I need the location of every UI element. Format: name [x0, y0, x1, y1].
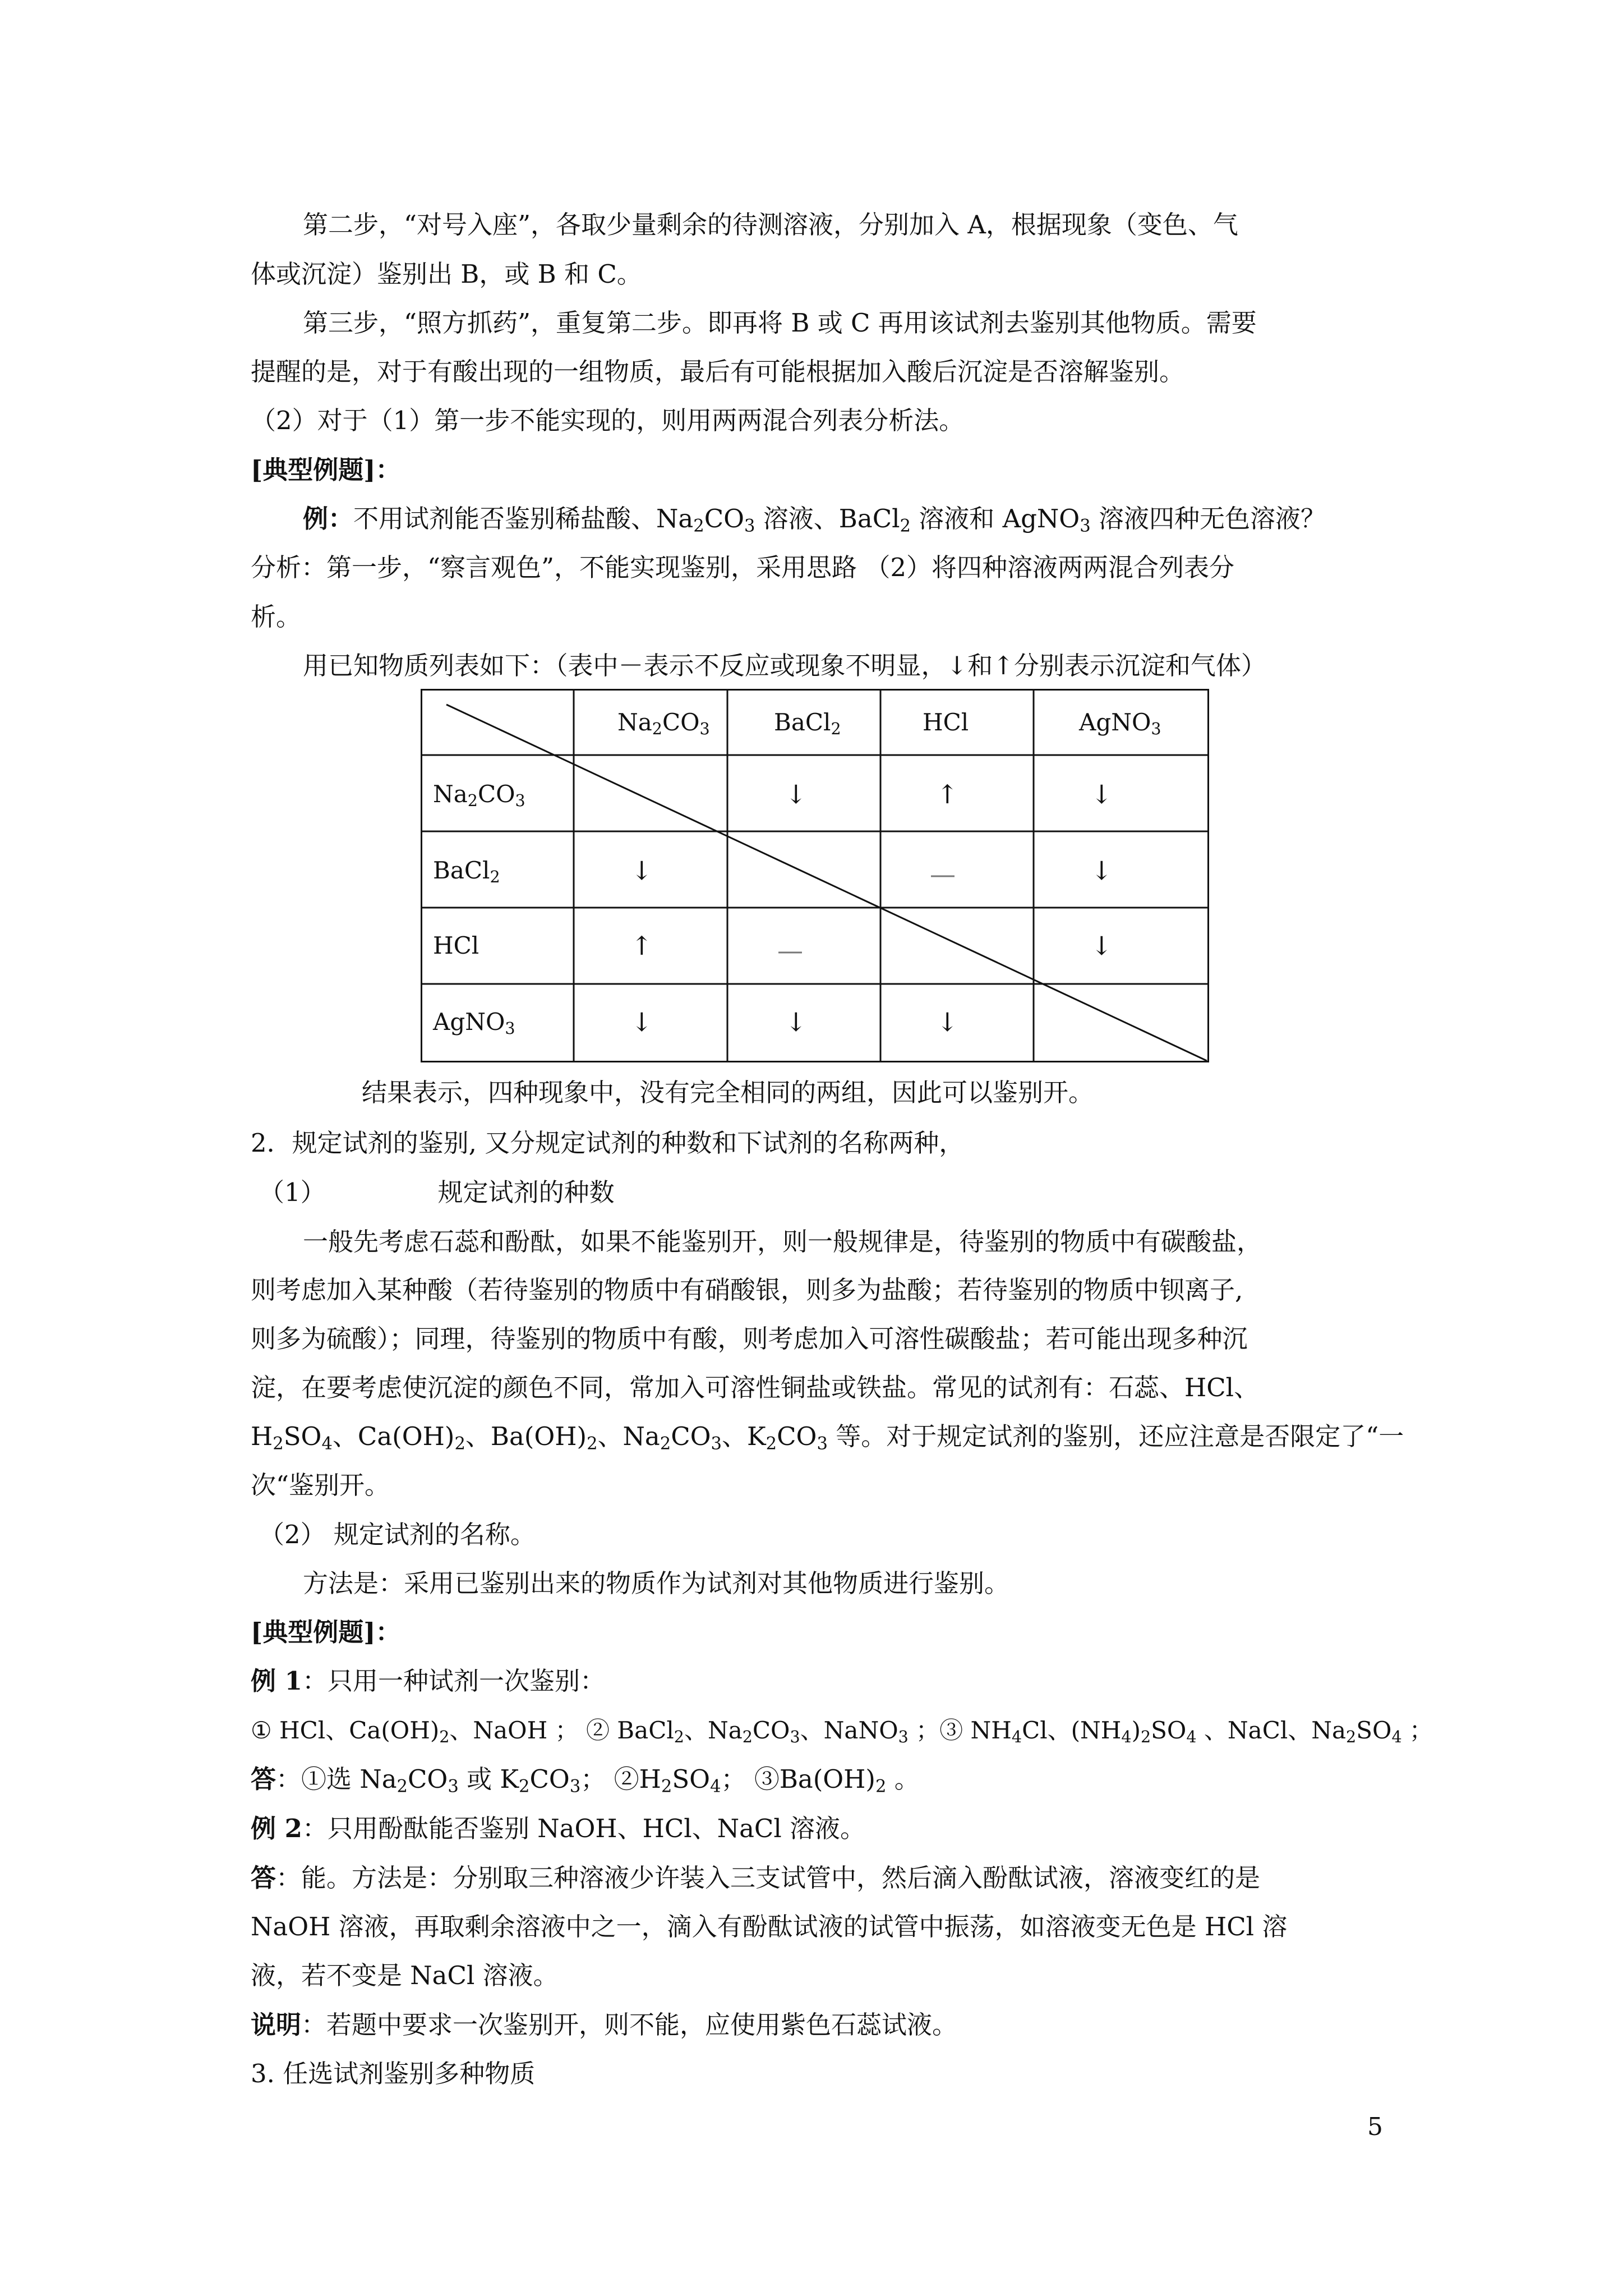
body1-line5: $H_2SO_4$、$Ca(OH)_2$、$Ba(OH)_2$、$Na_2CO_3$、$K_2CO_3$ 等。对于规定试剂的鉴别，还应注意是否限定了“一	[251, 1421, 1404, 1454]
para2-line1: 第三步，“照方抓药”，重复第二步。即再将 B 或 C 再用该试剂去鉴别其他物质。需要	[303, 308, 1257, 338]
note: 说明：若题中要求一次鉴别开，则不能，应使用紫色石蕊试液。	[251, 2010, 958, 2040]
para1-line1: 第二步，“对号入座”，各取少量剩余的待测溶液，分别加入 A，根据现象（变色、气	[303, 210, 1238, 240]
cell-agno3-hcl: ↓	[937, 1007, 958, 1037]
example-question: 例：不用试剂能否鉴别稀盐酸、$Na_2CO_3$ 溶液、BaCl$_2$ 溶液和 AgNO$_3$ 溶液四种无色溶液？	[303, 504, 1326, 536]
cell-hcl-agno3: ↓	[1091, 931, 1113, 961]
body1-line1: 一般先考虑石蕊和酚酞，如果不能鉴别开，则一般规律是，待鉴别的物质中有碳酸盐，	[303, 1227, 1262, 1257]
col-header-agno3: AgNO$_3$	[1079, 708, 1161, 739]
subsection1: （1） 规定试剂的种数	[259, 1177, 615, 1207]
body1-line6: 次“鉴别开。	[251, 1470, 390, 1500]
example1-items: ① HCl、$Ca(OH)_2$、NaOH ； ② BaCl$_2$、$Na_2CO_3$、NaNO$_3$ ；③ $NH_4Cl$、$(NH_4)_2SO_4$ 、NaCl、$Na_2SO_4$ ；	[251, 1717, 1433, 1747]
answer2-label: 答	[251, 1863, 276, 1893]
para1-line2: 体或沉淀）鉴别出 B，或 B 和 C。	[251, 259, 642, 289]
analysis-line2: 析。	[251, 602, 302, 632]
page-number: 5	[1367, 2113, 1383, 2141]
cell-bacl2-agno3: ↓	[1091, 855, 1113, 886]
answer2-line2: NaOH 溶液，再取剩余溶液中之一，滴入有酚酞试液的试管中振荡，如溶液变无色是 HCl 溶	[251, 1912, 1288, 1941]
cell-agno3-na2co3: ↓	[631, 1007, 653, 1037]
col-header-hcl: HCl	[923, 708, 969, 736]
example1-label: 例 1	[251, 1666, 302, 1696]
section2-heading: 2．规定试剂的鉴别, 又分规定试剂的种数和下试剂的名称两种，	[251, 1128, 965, 1158]
para3: （2）对于（1）第一步不能实现的，则用两两混合列表分析法。	[251, 406, 965, 435]
method-text: 方法是：采用已鉴别出来的物质作为试剂对其他物质进行鉴别。	[303, 1568, 1010, 1598]
row-header-hcl: HCl	[433, 932, 479, 959]
cell-bacl2-na2co3: ↓	[631, 855, 653, 886]
example1: 例 1：只用一种试剂一次鉴别：	[251, 1666, 605, 1696]
example-label: 例：	[303, 504, 354, 533]
row-header-agno3: AgNO$_3$	[433, 1008, 515, 1038]
example2-label: 例 2	[251, 1814, 302, 1843]
para2-line2: 提醒的是，对于有酸出现的一组物质，最后有可能根据加入酸后沉淀是否溶解鉴别。	[251, 357, 1185, 386]
result-text: 结果表示，四种现象中，没有完全相同的两组，因此可以鉴别开。	[362, 1078, 1094, 1107]
cell-hcl-bacl2: —	[777, 935, 803, 965]
col-header-bacl2: BaCl$_2$	[774, 708, 841, 739]
note-label: 说明	[251, 2010, 302, 2040]
answer2-line1: 答：能。方法是：分别取三种溶液少许装入三支试管中，然后滴入酚酞试液，溶液变红的是	[251, 1863, 1261, 1893]
table-intro: 用已知物质列表如下：（表中－表示不反应或现象不明显，↓和↑分别表示沉淀和气体）	[303, 651, 1266, 680]
body1-line4: 淀，在要考虑使沉淀的颜色不同，常加入可溶性铜盐或铁盐。常见的试剂有：石蕊、HCl、	[251, 1373, 1260, 1402]
answer1-label: 答	[251, 1764, 276, 1794]
analysis-line1: 分析：第一步，“察言观色”，不能实现鉴别，采用思路 （2）将四种溶液两两混合列表分	[251, 553, 1234, 582]
reaction-table	[421, 689, 1209, 1062]
cell-na2co3-hcl: ↑	[937, 779, 958, 809]
heading-example: [典型例题]：	[251, 455, 401, 485]
row-header-bacl2: BaCl$_2$	[433, 857, 500, 887]
body1-line3: 则多为硫酸）；同理，待鉴别的物质中有酸，则考虑加入可溶性碳酸盐；若可能出现多种沉	[251, 1324, 1248, 1354]
row-header-na2co3: $Na_2CO_3$	[433, 780, 525, 811]
subsection2: （2） 规定试剂的名称。	[259, 1520, 536, 1549]
example2: 例 2：只用酚酞能否鉴别 NaOH、HCl、NaCl 溶液。	[251, 1814, 866, 1843]
cell-bacl2-hcl: —	[930, 859, 956, 889]
heading-example-2: [典型例题]：	[251, 1617, 401, 1647]
cell-na2co3-agno3: ↓	[1091, 779, 1113, 809]
answer2-line3: 液，若不变是 NaCl 溶液。	[251, 1961, 559, 1990]
section3-heading: 3. 任选试剂鉴别多种物质	[251, 2059, 536, 2088]
body1-line2: 则考虑加入某种酸（若待鉴别的物质中有硝酸银，则多为盐酸；若待鉴别的物质中钡离子,	[251, 1275, 1243, 1305]
col-header-na2co3: $Na_2CO_3$	[617, 708, 710, 739]
answer1: 答：①选 $Na_2CO_3$ 或 $K_2CO_3$； $②H_2SO_4$； $③Ba(OH)_2$ 。	[251, 1764, 920, 1797]
cell-hcl-na2co3: ↑	[631, 931, 653, 961]
cell-na2co3-bacl2: ↓	[785, 779, 807, 809]
cell-agno3-bacl2: ↓	[785, 1007, 807, 1037]
